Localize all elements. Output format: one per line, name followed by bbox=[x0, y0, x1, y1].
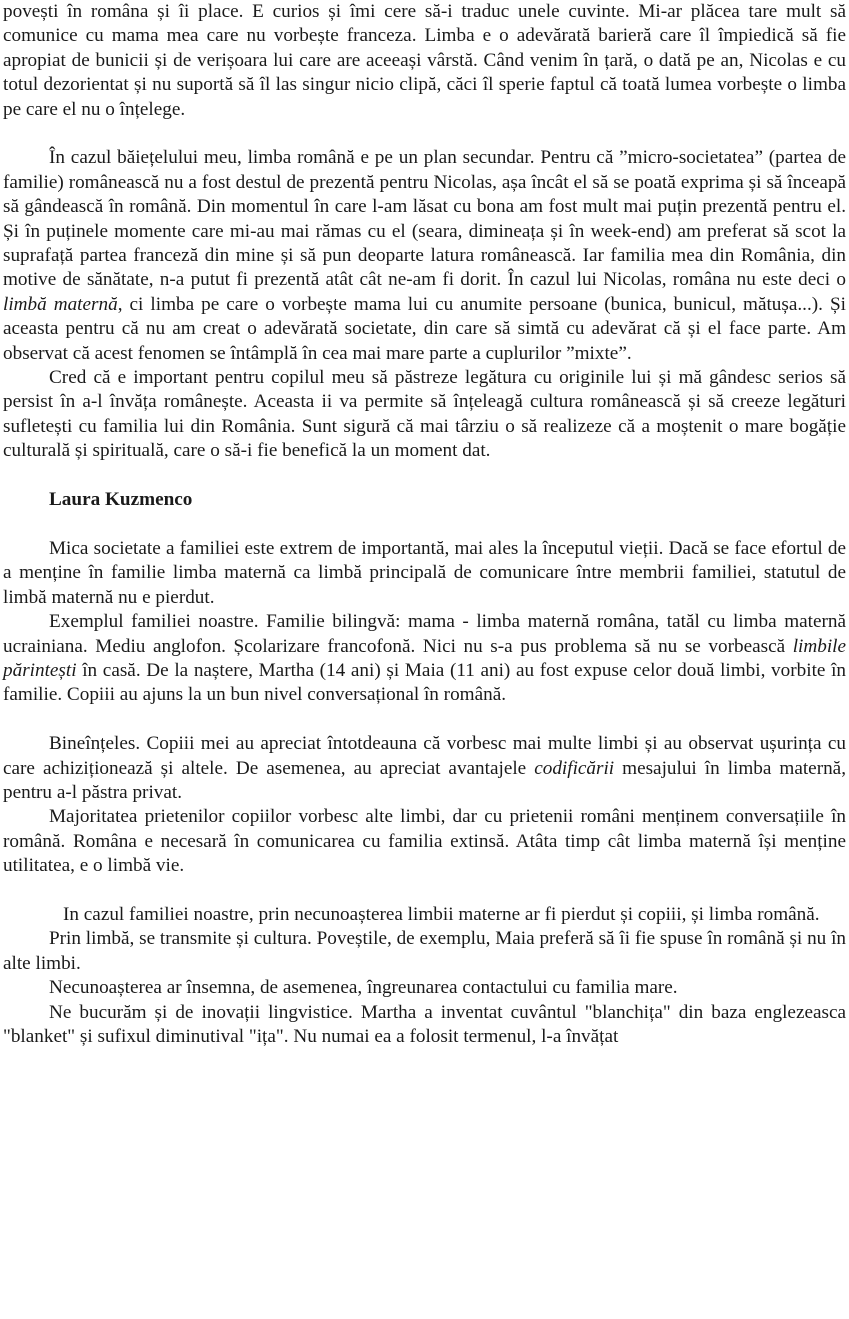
paragraph-spacer bbox=[3, 708, 846, 732]
italic-term: limbă maternă bbox=[3, 293, 118, 315]
text-run: în casă. De la naștere, Martha (14 ani) și Maia (11 ani) au fost expuse celor două limbi, vorbite în familie. Copiii au ajuns la un bun nivel conversațional în română. bbox=[3, 659, 846, 706]
text-run: povești în româna și îi place. E curios și îmi cere să-i traduc unele cuvinte. Mi-ar plăcea tare mult să comunice cu mama mea care nu vorbește franceza. Limba e o adevărată barieră care îl împiedică să fie apropiat de bunicii și de verișoara lui care are aceeași vârstă. Când venim în țară, o dată pe an, Nicolas e cu totul dezorientat și nu suportă să îl las singur nicio clipă, căci îl sperie faptul că toată lumea vorbește o limba pe care el nu o înțelege. bbox=[3, 1, 846, 120]
text-run: Bineînțeles. Copiii mei au apreciat întotdeauna că vorbesc mai multe limbi și au observat ușurința cu care achiziționează și altele. De asemenea, au apreciat avantajele bbox=[3, 733, 846, 779]
body-paragraph bbox=[3, 805, 846, 878]
author-name: Laura Kuzmenco bbox=[49, 489, 193, 511]
body-paragraph bbox=[3, 146, 846, 366]
body-paragraph bbox=[3, 610, 846, 708]
text-run: Necunoașterea ar însemna, de asemenea, îngreunarea contactului cu familia mare. bbox=[49, 977, 678, 999]
text-run: Cred că e important pentru copilul meu să păstreze legătura cu originile lui și mă gândesc serios să persist în a-l învăța românește. Aceasta ii va permite să înțeleagă cultura românească și să creeze legături sufletești cu familia lui din România. Sunt sigură că mai târziu o să realizeze că a moștenit o mare bogăție culturală și spirituală, care o să-i fie benefică la un moment dat. bbox=[3, 367, 846, 462]
text-run: Exemplul familiei noastre. Familie bilingvă: mama - limba maternă româna, tatăl cu limba maternă ucrainiana. Mediu anglofon. Școlarizare francofonă. Nici nu s-a pus problema să nu se vorbească bbox=[3, 611, 846, 657]
body-paragraph bbox=[3, 927, 846, 976]
text-run: mesajului în limba maternă, pentru a-l păstra privat. bbox=[3, 757, 846, 803]
paragraph-spacer bbox=[3, 513, 846, 537]
italic-term: codificării bbox=[534, 757, 615, 779]
body-paragraph bbox=[3, 903, 846, 927]
body-paragraph bbox=[3, 732, 846, 805]
text-run: Majoritatea prietenilor copiilor vorbesc alte limbi, dar cu prietenii români menținem conversațiile în română. Româna e necesară în comunicarea cu familia extinsă. Atâta timp cât limba maternă își menține utilitatea, e o limbă vie. bbox=[3, 806, 846, 877]
text-run: Prin limbă, se transmite și cultura. Poveștile, de exemplu, Maia preferă să îi fie spuse în română și nu în alte limbi. bbox=[3, 928, 846, 974]
italic-term: limbile părintești bbox=[3, 635, 846, 681]
paragraph-spacer bbox=[3, 879, 846, 903]
body-paragraph bbox=[3, 0, 846, 122]
paragraph-spacer bbox=[3, 464, 846, 488]
body-paragraph bbox=[3, 1001, 846, 1050]
paragraph-spacer bbox=[3, 122, 846, 146]
body-paragraph bbox=[3, 976, 846, 1000]
body-paragraph bbox=[3, 537, 846, 610]
text-run: În cazul băiețelului meu, limba română e pe un plan secundar. Pentru că ”micro-societatea” (partea de familie) românească nu a fost destul de prezentă pentru Nicolas, așa încât el să se poată exprima și să înceapă să gândească în română. Din momentul în care l-am lăsat cu bona am fost mult mai puțin prezentă pentru el. Și în puținele momente care mi-au mai rămas cu el (seara, dimineața și în week-end) am preferat să scot la suprafață partea franceză din mine și să pun deoparte latura românească. Iar familia mea din România, din motive de sănătate, n-a putut fi prezentă atât cât ne-am fi dorit. În cazul lui Nicolas, româna nu este deci o bbox=[3, 147, 846, 291]
text-run: Mica societate a familiei este extrem de importantă, mai ales la începutul vieții. Dacă se face efortul de a menține în familie limba maternă ca limbă principală de comunicare între membrii familiei, statutul de limbă maternă nu e pierdut. bbox=[3, 537, 846, 608]
text-run: Ne bucurăm și de inovații lingvistice. Martha a inventat cuvântul "blanchița" din baza englezeasca "blanket" și sufixul diminutival "ița". Nu numai ea a folosit termenul, l-a învățat bbox=[3, 1001, 846, 1047]
body-paragraph bbox=[3, 366, 846, 464]
text-run: , ci limba pe care o vorbește mama lui cu anumite persoane (bunica, bunicul, mătușa...). Și aceasta pentru că nu am creat o adevărată societate, din care să simtă cu adevărat că și el face parte. Am observat că acest fenomen se întâmplă în cea mai mare parte a cuplurilor ”mixte”. bbox=[3, 293, 846, 364]
text-run: In cazul familiei noastre, prin necunoașterea limbii materne ar fi pierdut și copiii, și limba română. bbox=[63, 903, 820, 925]
